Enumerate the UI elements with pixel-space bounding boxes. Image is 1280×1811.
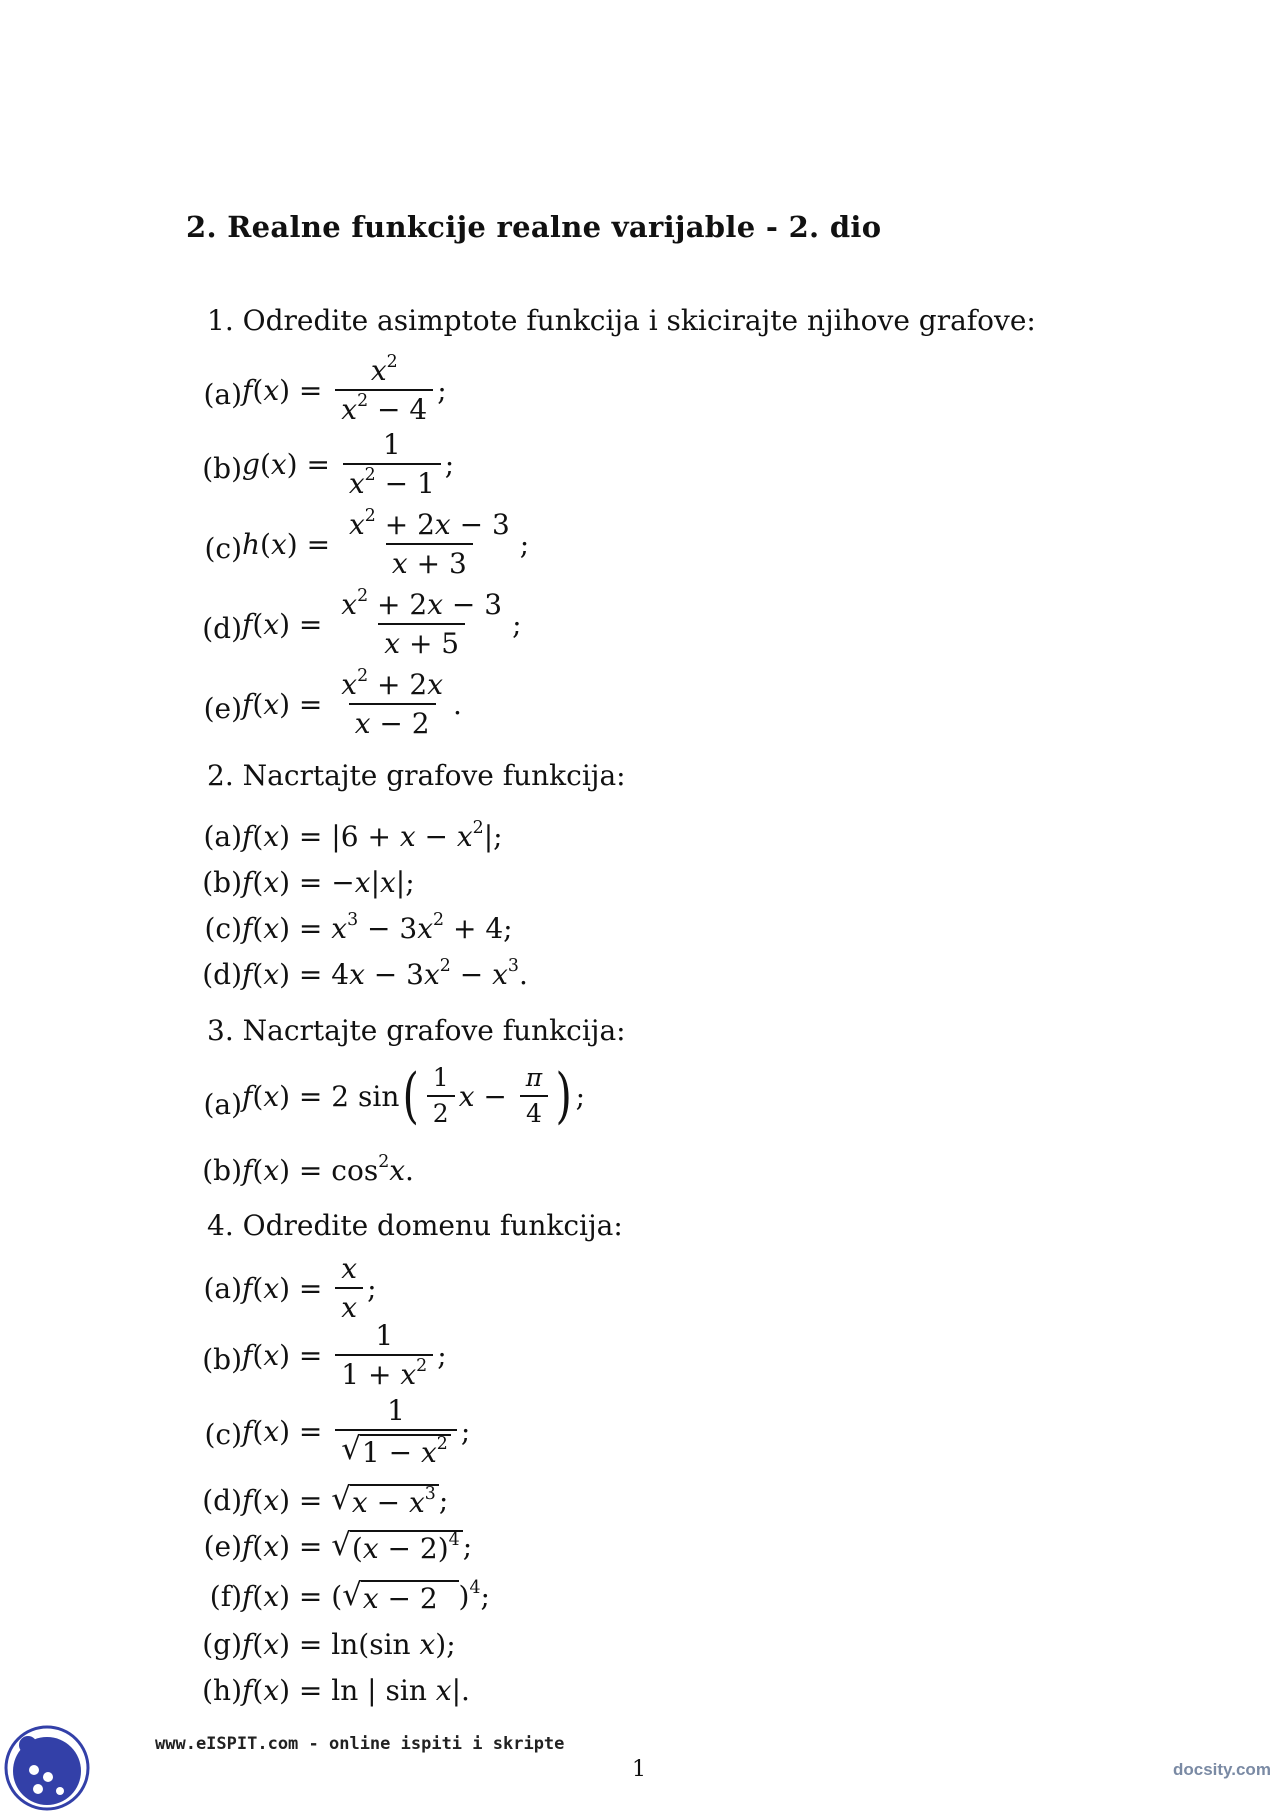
task-4f-formula: f(x) = ( √ x − 2 )$^4$; xyxy=(242,1577,490,1615)
task-2d-formula: $f(x) = 4x - 3x^2 - x^3$. xyxy=(242,955,528,991)
task-3b-label: (b) xyxy=(202,1154,242,1187)
task-2c-label: (c) xyxy=(204,912,242,945)
task-2c-formula: $f(x) = x^3 - 3x^2 + 4$; xyxy=(242,909,513,945)
page-title: 2. Realne funkcije realne varijable - 2. dio xyxy=(186,210,882,244)
task-1-heading: 1. Odredite asimptote funkcija i skicirajte njihove grafove: xyxy=(207,304,1036,337)
task-3-heading: 3. Nacrtajte grafove funkcija: xyxy=(207,1014,626,1047)
task-1c-label: (c) xyxy=(204,532,242,565)
task-4h-formula: f(x) = ln | sin x|. xyxy=(242,1674,470,1707)
task-1d-formula: f (x) = $\frac{x^2 + 2x - 3}{x + 5}$ ; xyxy=(242,585,522,661)
task-2b-label: (b) xyxy=(202,866,242,899)
task-4b-formula: f(x) = $\frac{1}{1 + x^2}$ ; xyxy=(242,1319,447,1392)
task-3a-formula: f(x) = 2 sin ( $\frac{1}{2}$ x − $\frac{\pi}{4}$ ) ; xyxy=(242,1061,586,1132)
task-4c-formula: f(x) = 1 √ $1 - x^2$ ; xyxy=(242,1394,471,1470)
task-4d-label: (d) xyxy=(202,1484,242,1517)
task-2a-formula: $f(x) = |6 + x - x^2|$; xyxy=(242,817,503,853)
task-4d-formula: f(x) = √ $x - x^3$ ; xyxy=(242,1481,449,1519)
docsity-brand[interactable]: docsity.com xyxy=(1173,1760,1271,1779)
task-1e-formula: f (x) = $\frac{x^2 + 2x}{x - 2}$ . xyxy=(242,665,462,741)
task-2b-formula: f(x) = −x|x|; xyxy=(242,866,415,899)
task-2a-label: (a) xyxy=(203,820,242,853)
eispit-logo-icon xyxy=(4,1725,90,1811)
footer-url[interactable]: www.eISPIT.com - online ispiti i skripte xyxy=(155,1734,565,1754)
task-4-heading: 4. Odredite domenu funkcija: xyxy=(207,1209,623,1242)
task-4a-formula: f(x) = $\frac{x}{x}$ ; xyxy=(242,1252,377,1325)
task-4f-label: (f) xyxy=(209,1580,242,1613)
task-1a-label: (a) xyxy=(203,378,242,411)
task-4e-label: (e) xyxy=(203,1530,242,1563)
task-2d-label: (d) xyxy=(202,958,242,991)
page-number: 1 xyxy=(632,1757,646,1782)
task-1d-label: (d) xyxy=(202,612,242,645)
task-4b-label: (b) xyxy=(202,1343,242,1376)
task-1b-formula: g (x) = $\frac{1}{x^2 - 1}$ ; xyxy=(242,428,455,501)
task-4a-label: (a) xyxy=(203,1272,242,1305)
task-1c-formula: h (x) = $\frac{x^2 + 2x - 3}{x + 3}$ ; xyxy=(242,505,530,581)
task-1b-label: (b) xyxy=(202,452,242,485)
task-4g-label: (g) xyxy=(202,1628,242,1661)
task-2-heading: 2. Nacrtajte grafove funkcija: xyxy=(207,759,626,792)
task-4e-formula: f(x) = √ $(x - 2)^4$ ; xyxy=(242,1527,473,1565)
task-4h-label: (h) xyxy=(202,1674,242,1707)
task-3b-formula: $f(x) = \cos^2x$. xyxy=(242,1151,414,1187)
task-3a-label: (a) xyxy=(203,1088,242,1121)
task-4c-label: (c) xyxy=(204,1418,242,1451)
task-1e-label: (e) xyxy=(203,692,242,725)
task-1a-formula: f (x) = $\frac{x^2}{x^2 - 4}$ ; xyxy=(242,351,447,427)
task-4g-formula: f(x) = ln(sin x); xyxy=(242,1628,456,1661)
